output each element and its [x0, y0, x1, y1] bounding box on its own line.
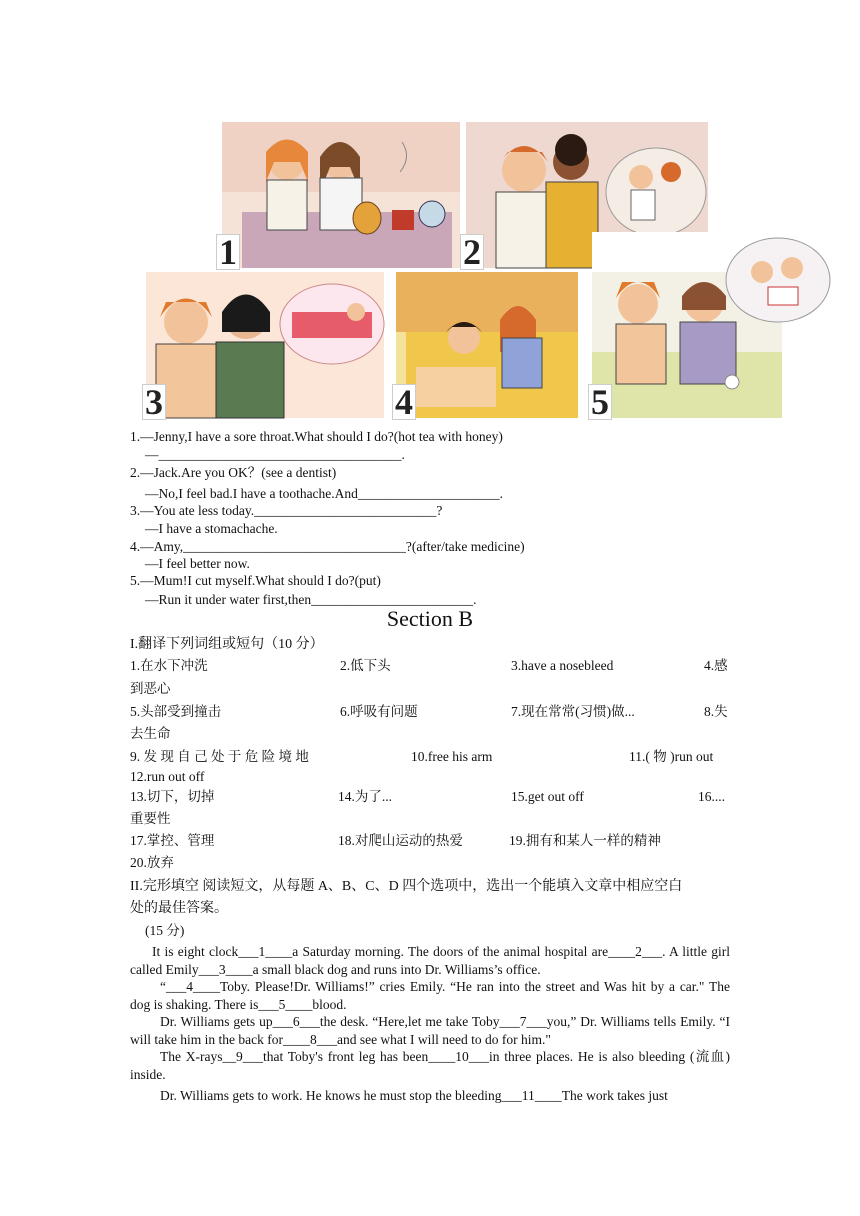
translate-item-1: 1.在水下冲洗 [130, 658, 208, 673]
translate-item-16: 16.... [698, 789, 725, 804]
translate-item-8: 8.失 [704, 704, 728, 719]
translate-row-5 [130, 832, 730, 850]
panel-number: 2 [460, 234, 484, 270]
illustration-panel-1 [219, 122, 460, 272]
part-2-title: II.完形填空 阅读短文，从每题 A、B、C、D 四个选项中，选出一个能填入文章中相应空白 [130, 879, 683, 894]
translate-row-5b [130, 854, 730, 872]
panel-number: 3 [142, 384, 166, 420]
question-3-prompt: 3.—You ate less today.___________________________? [130, 503, 443, 518]
translate-item-19: 19.拥有和某人一样的精神 [509, 833, 661, 848]
translate-item-17: 17.掌控、管理 [130, 833, 215, 848]
panel-number: 1 [216, 234, 240, 270]
translate-item-8-cont: 去生命 [130, 726, 171, 741]
translate-item-12: 12.run out off [130, 769, 205, 784]
translate-item-7: 7.现在常常(习惯)做... [511, 704, 635, 719]
question-1-answer: —____________________________________. [145, 447, 405, 462]
part-1-title: I.翻译下列词组或短句（10 分） [130, 637, 324, 652]
translate-row-1 [130, 657, 730, 675]
illustration-panel-4 [395, 272, 578, 422]
translate-item-5: 5.头部受到撞击 [130, 704, 222, 719]
translate-row-2b [130, 725, 730, 743]
question-2-prompt: 2.—Jack.Are you OK？(see a dentist) [130, 465, 337, 480]
translate-row-2 [130, 703, 730, 721]
translate-row-1b [130, 680, 730, 698]
question-3-answer: —I have a stomachache. [145, 521, 278, 536]
panel-number: 4 [392, 384, 416, 420]
translate-row-4 [130, 788, 730, 806]
translate-item-10: 10.free his arm [411, 749, 493, 764]
translate-item-9: 9. 发 现 自 己 处 于 危 险 境 地 [130, 749, 309, 764]
translate-item-15: 15.get out off [511, 789, 584, 804]
translate-item-18: 18.对爬山运动的热爱 [338, 833, 463, 848]
translate-item-16-cont: 重要性 [130, 811, 171, 826]
section-title: Section B [386, 606, 474, 631]
question-2-answer: —No,I feel bad.I have a toothache.And_____________________. [145, 486, 504, 501]
cloze-paragraph-1: It is eight clock___1____a Saturday morning. The doors of the animal hospital are____2___. A little girl called Emily___3____a small black dog and runs into Dr. Williams’s office. [130, 944, 730, 977]
translate-item-13: 13.切下，切掉 [130, 789, 215, 804]
translate-item-3: 3.have a nosebleed [511, 658, 614, 673]
cloze-paragraph-3: Dr. Williams gets up___6___the desk. “Here,let me take Toby___7___you,” Dr. Williams tells Emily. “I will take him in the back for____8___and see what I will need to do for him." [130, 1014, 730, 1047]
translate-row-4b [130, 810, 730, 828]
panel-number: 5 [588, 384, 612, 420]
part-2-title-cont: 处的最佳答案。 [130, 901, 228, 916]
translate-row-3b [130, 768, 730, 786]
translate-item-2: 2.低下头 [340, 658, 391, 673]
translate-item-14: 14.为了... [338, 789, 392, 804]
translate-row-3 [130, 748, 730, 766]
question-4-prompt: 4.—Amy,_________________________________?(after/take medicine) [130, 539, 525, 554]
translate-item-6: 6.呼吸有问题 [340, 704, 418, 719]
translate-item-4: 4.感 [704, 658, 728, 673]
part-2-score: (15 分) [145, 923, 185, 938]
cloze-paragraph-5: Dr. Williams gets to work. He knows he must stop the bleeding___11____The work takes just [160, 1088, 668, 1103]
translate-item-4-cont: 到恶心 [130, 681, 171, 696]
illustration-panel-3 [145, 272, 384, 422]
question-1-prompt: 1.—Jenny,I have a sore throat.What should I do?(hot tea with honey) [130, 429, 503, 444]
cloze-paragraph-4: The X-rays__9___that Toby's front leg has been____10___in three places. He is also bleeding (流血) inside. [130, 1049, 730, 1082]
illustration-panel-5 [591, 232, 838, 422]
question-5-answer: —Run it under water first,then________________________. [145, 592, 477, 607]
question-5-prompt: 5.—Mum!I cut myself.What should I do?(put) [130, 573, 381, 588]
question-4-answer: —I feel better now. [145, 556, 250, 571]
translate-item-11: 11.( 物 )run out [629, 749, 714, 764]
cloze-paragraph-2: “___4____Toby. Please!Dr. Williams!” cries Emily. “He ran into the street and Was hit by a car." The dog is shaking. There is___5____blood. [130, 979, 730, 1012]
translate-item-20: 20.放弃 [130, 855, 174, 870]
